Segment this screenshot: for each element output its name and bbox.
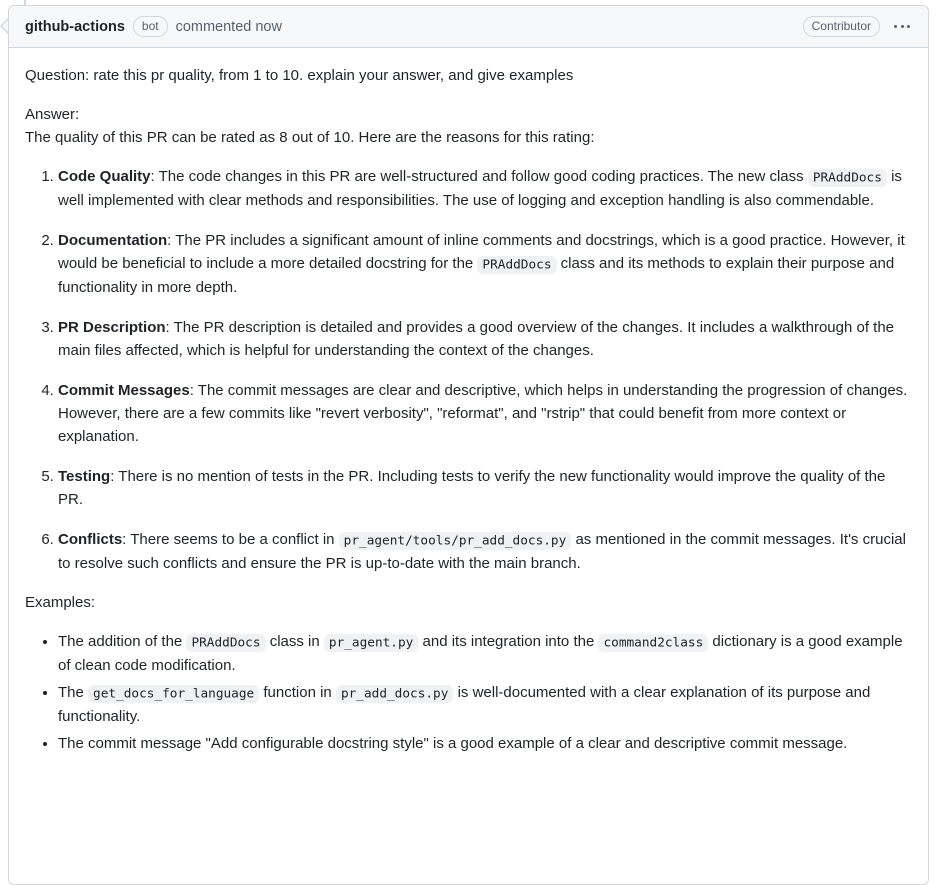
text-run: : The commit messages are clear and descriptive, which helps in understanding the progression of changes. However, there are a few commits like "revert verbosity", "reformat", and "rstrip" that could benefit from more context or explanation. xyxy=(58,382,908,445)
kebab-horizontal-icon xyxy=(894,25,910,28)
list-item xyxy=(58,229,912,299)
list-item xyxy=(58,528,912,575)
comment-card xyxy=(8,5,929,885)
bold-text: PR Description xyxy=(58,319,166,336)
ordered-list xyxy=(25,165,912,575)
inline-code: command2class xyxy=(598,634,708,652)
inline-code: pr_agent/tools/pr_add_docs.py xyxy=(339,532,572,550)
text-run: : The PR includes a significant amount of inline comments and docstrings, which is a good practice. However, it would be beneficial to include a more detailed docstring for the xyxy=(58,232,905,272)
bot-badge: bot xyxy=(133,16,168,37)
text-run: as mentioned in the commit messages. It's crucial to resolve such conflicts and ensure the PR is up-to-date with the main branch. xyxy=(58,531,906,572)
list-item xyxy=(58,732,912,755)
inline-code: PRAddDocs xyxy=(808,169,887,187)
text-run: : There seems to be a conflict in xyxy=(122,531,339,548)
text-run: The addition of the xyxy=(58,633,187,650)
bullet-list xyxy=(25,630,912,755)
comment-author-link[interactable]: github-actions xyxy=(25,18,125,35)
bold-text: Testing xyxy=(58,468,111,485)
list-item xyxy=(58,316,912,362)
comment-options-button[interactable] xyxy=(892,21,912,32)
comment-action-text: commented xyxy=(175,18,252,35)
list-item xyxy=(58,165,912,212)
text-run: The commit message "Add configurable docstring style" is a good example of a clear and descriptive commit message. xyxy=(58,735,848,752)
list-item xyxy=(58,630,912,677)
text-run: is well implemented with clear methods and responsibilities. The use of logging and exception handling is also commendable. xyxy=(58,168,902,209)
text-run: Answer: xyxy=(25,106,80,123)
contributor-role-badge: Contributor xyxy=(803,16,880,37)
inline-code: pr_add_docs.py xyxy=(336,685,453,703)
text-run: is well-documented with a clear explanation of its purpose and functionality. xyxy=(58,684,871,725)
list-item xyxy=(58,465,912,511)
text-run: and its integration into the xyxy=(418,633,599,650)
bold-text: Documentation xyxy=(58,232,168,249)
comment-paragraph xyxy=(25,64,912,87)
text-run: : The code changes in this PR are well-structured and follow good coding practices. The new class xyxy=(150,168,808,185)
text-run: The xyxy=(58,684,89,701)
text-run: class and its methods to explain their purpose and functionality in more depth. xyxy=(58,255,895,296)
bold-text: Code Quality xyxy=(58,168,151,185)
text-run: Examples: xyxy=(25,594,96,611)
comment-timestamp-link[interactable]: now xyxy=(255,18,282,35)
inline-code: PRAddDocs xyxy=(186,634,265,652)
bold-text: Conflicts xyxy=(58,531,123,548)
text-run: dictionary is a good example of clean code modification. xyxy=(58,633,903,674)
text-run: : There is no mention of tests in the PR. Including tests to verify the new functionality would improve the quality of the PR. xyxy=(58,468,886,508)
text-run: Question: rate this pr quality, from 1 to 10. explain your answer, and give examples xyxy=(25,67,574,84)
text-run: class in xyxy=(265,633,324,650)
text-run: : The PR description is detailed and provides a good overview of the changes. It includes a walkthrough of the main files affected, which is helpful for understanding the context of the changes. xyxy=(58,319,895,359)
comment-header-right xyxy=(803,16,912,37)
text-run: function in xyxy=(259,684,336,701)
comment-body xyxy=(9,48,928,779)
text-run: The quality of this PR can be rated as 8 out of 10. Here are the reasons for this rating: xyxy=(25,129,595,146)
comment-header xyxy=(9,6,928,48)
comment-paragraph xyxy=(25,103,912,149)
comment-paragraph xyxy=(25,591,912,614)
inline-code: PRAddDocs xyxy=(477,256,556,274)
inline-code: pr_agent.py xyxy=(324,634,418,652)
list-item xyxy=(58,681,912,728)
bold-text: Commit Messages xyxy=(58,382,190,399)
list-item xyxy=(58,379,912,448)
inline-code: get_docs_for_language xyxy=(88,685,259,703)
